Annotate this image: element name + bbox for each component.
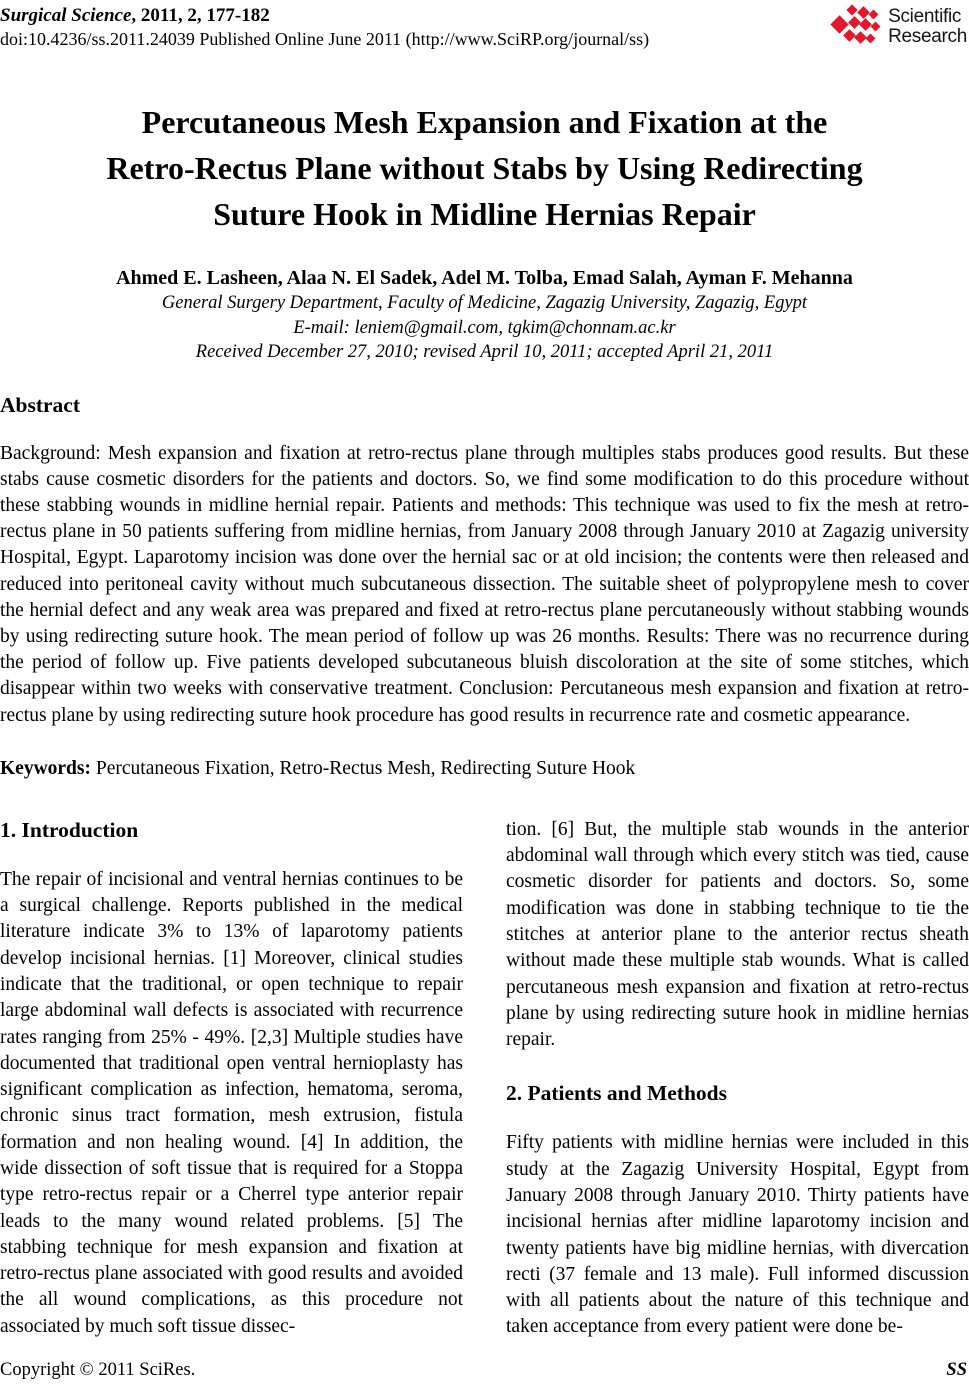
paper-title (0, 99, 969, 237)
paper-title-line1: Percutaneous Mesh Expansion and Fixation at the (141, 104, 828, 140)
email-line: E-mail: leniem@gmail.com, tgkim@chonnam.ac.kr (293, 317, 676, 338)
keywords-line (0, 756, 969, 782)
received-line: Received December 27, 2010; revised April 10, 2011; accepted April 21, 2011 (195, 342, 774, 362)
scirp-diamonds-icon (831, 4, 883, 50)
copyright-notice: Copyright © 2011 SciRes. (0, 1360, 196, 1380)
body-columns (0, 817, 969, 1341)
methods-paragraph: Fifty patients with midline hernias were included in this study at the Zagazig University Hospital, Egypt from January 2008 through January 2010. Thirty patients have incisional hernias after midline laparotomy incision and twenty patients have big midline hernias, with divercation recti (37 female and 13 male). Full informed discussion with all patients about the nature of this technique and taken acceptance from every patient were done be- (506, 1132, 969, 1338)
authors-line: Ahmed E. Lasheen, Alaa N. El Sadek, Adel M. Tolba, Emad Salah, Ayman F. Mehanna (116, 267, 853, 289)
doi-line: doi:10.4236/ss.2011.24039 Published Online June 2011 (http://www.SciRP.org/journal/ss) (0, 29, 650, 49)
publisher-logo (831, 4, 969, 50)
abstract-heading: Abstract (0, 392, 81, 417)
journal-abbreviation: SS (946, 1360, 967, 1380)
section-heading-introduction: 1. Introduction (0, 817, 139, 842)
journal-citation-rest: , 2011, 2, 177-182 (131, 5, 270, 26)
paper-title-line2: Retro-Rectus Plane without Stabs by Using Redirecting (106, 150, 863, 186)
journal-citation (0, 4, 649, 28)
journal-name: Surgical Science (0, 5, 132, 26)
abstract-text: Background: Mesh expansion and fixation at retro-rectus plane through multiples stabs produces good results. But these stabs cause cosmetic disorders for the patients and doctors. So, we find some modification to do this procedure without these stabbing wounds in midline hernial repair. Patients and methods: This technique was used to fix the mesh at retro-rectus plane in 50 patients suffering from midline hernias, from January 2008 through January 2010 at Zagazig university Hospital, Egypt. Laparotomy incision was done over the hernial sac or at old incision; the contents were then released and reduced into peritoneal cavity without much subcutaneous dissection. The suitable sheet of polypropylene mesh to cover the hernial defect and any weak area was prepared and fixed at retro-rectus plane percutaneously without stabbing wounds by using redirecting suture hook. The mean period of follow up was 26 months. Results: There was no recurrence during the period of follow up. Five patients developed subcutaneous bluish discoloration at the site of some stitches, which disappear within two weeks with conservative treatment. Conclusion: Percutaneous mesh expansion and fixation at retro-rectus plane by using redirecting suture hook procedure has good results in recurrence rate and cosmetic appearance. (0, 442, 969, 726)
keywords-label: Keywords: (0, 757, 91, 779)
left-column (0, 817, 463, 1341)
keywords-text: Percutaneous Fixation, Retro-Rectus Mesh, Redirecting Suture Hook (95, 757, 636, 779)
section-heading-patients-methods: 2. Patients and Methods (506, 1081, 727, 1106)
publisher-name (888, 7, 967, 47)
page-footer (0, 1359, 969, 1382)
journal-citation-block (0, 4, 649, 51)
introduction-paragraph-continued: tion. [6] But, the multiple stab wounds in the anterior abdominal wall through which every stitch was tied, cause cosmetic disorder for patients and doctors. So, some modification was done in stabbing technique to tie the stitches at anterior plane to the anterior rectus sheath without made these multiple stab wounds. What is called percutaneous mesh expansion and fixation at retro-rectus plane by using redirecting suture hook in midline hernias repair. (506, 818, 969, 1051)
introduction-paragraph: The repair of incisional and ventral hernias continues to be a surgical challenge. Reports published in the medical literature indicate 3% to 13% of laparotomy patients develop incisional hernias. [1] Moreover, clinical studies indicate that the traditional, or open technique to repair large abdominal wall defects is associated with recurrence rates ranging from 25% - 49%. [2,3] Multiple studies have documented that traditional open ventral hernioplasty has significant complication as infection, hematoma, seroma, chronic sinus tract formation, mesh extrusion, fistula formation and non healing wound. [4] In addition, the wide dissection of soft tissue that is required for a Stoppa type retro-rectus repair or a Cherrel type anterior repair leads to the many wound related problems. [5] The stabbing technique for mesh expansion and fixation at retro-rectus plane associated with good results and avoided the all wound complications, as this procedure not associated by much soft tissue dissec- (0, 868, 463, 1337)
publisher-name-line1: Scientific (888, 6, 962, 27)
right-column (506, 817, 969, 1341)
affiliation-line: General Surgery Department, Faculty of Medicine, Zagazig University, Zagazig, Egypt (161, 293, 808, 313)
page-header (0, 0, 969, 51)
publisher-name-line2: Research (888, 26, 967, 47)
paper-title-line3: Suture Hook in Midline Hernias Repair (213, 196, 756, 232)
